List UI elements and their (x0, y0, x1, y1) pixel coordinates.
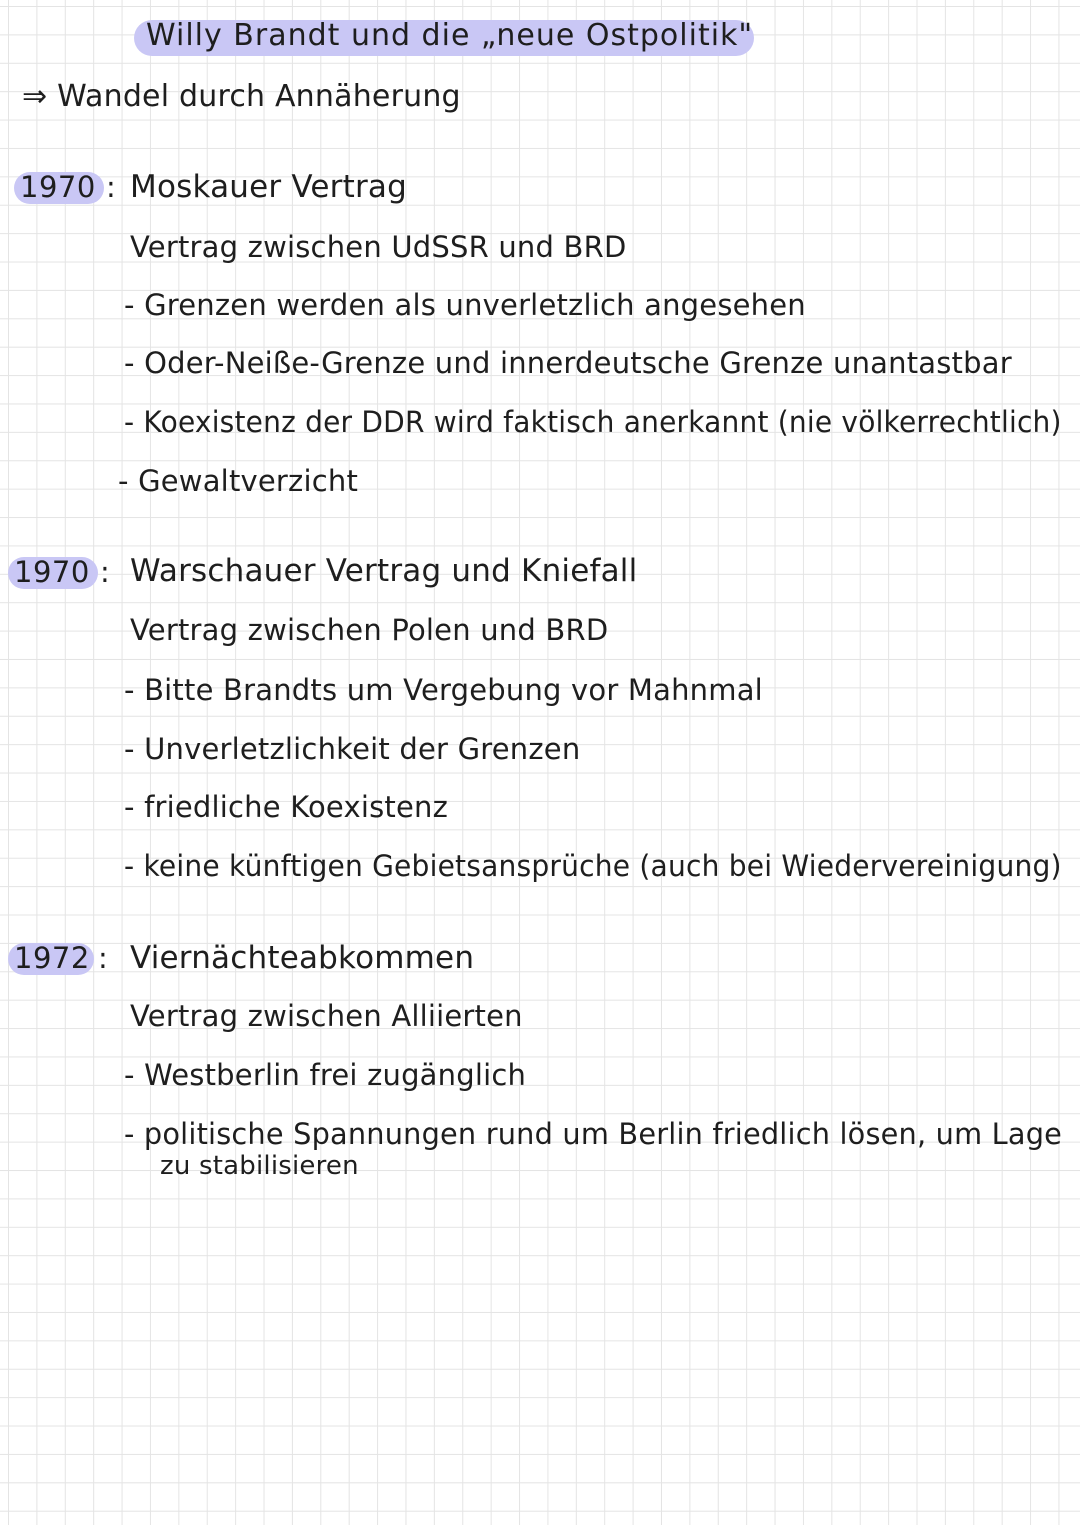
page-title: Willy Brandt und die „neue Ostpolitik" (146, 18, 754, 53)
section-point: - Koexistenz der DDR wird faktisch anerkannt (nie völkerrechtlich) (124, 405, 1062, 439)
section-point: - Unverletzlichkeit der Grenzen (124, 732, 581, 766)
section-colon: : (98, 941, 109, 975)
section-heading: Moskauer Vertrag (130, 169, 407, 205)
section-point: - Westberlin frei zugänglich (124, 1058, 527, 1092)
section-year: 1970 (20, 170, 96, 204)
section-point: - Gewaltverzicht (118, 464, 359, 498)
section-point: - Oder-Neiße-Grenze und innerdeutsche Grenze unantastbar (124, 346, 1012, 380)
section-heading: Viernächteabkommen (130, 940, 475, 976)
section-colon: : (106, 170, 117, 204)
section-point: - friedliche Koexistenz (124, 790, 449, 824)
section-subheading: Vertrag zwischen UdSSR und BRD (130, 230, 627, 264)
section-point: - keine künftigen Gebietsansprüche (auch bei Wiedervereinigung) (124, 849, 1062, 883)
section-point: - Grenzen werden als unverletzlich angesehen (124, 288, 806, 322)
section-point: - Bitte Brandts um Vergebung vor Mahnmal (124, 673, 763, 707)
section-subheading: Vertrag zwischen Alliierten (130, 999, 523, 1033)
section-point: - politische Spannungen rund um Berlin friedlich lösen, um Lage (124, 1117, 1063, 1151)
section-heading: Warschauer Vertrag und Kniefall (130, 553, 638, 589)
section-colon: : (100, 555, 111, 589)
section-point-continuation: zu stabilisieren (160, 1151, 359, 1181)
section-year: 1972 (14, 941, 90, 975)
section-year: 1970 (14, 555, 90, 589)
section-subheading: Vertrag zwischen Polen und BRD (130, 613, 609, 647)
page-subtitle: ⇒ Wandel durch Annäherung (22, 79, 461, 114)
